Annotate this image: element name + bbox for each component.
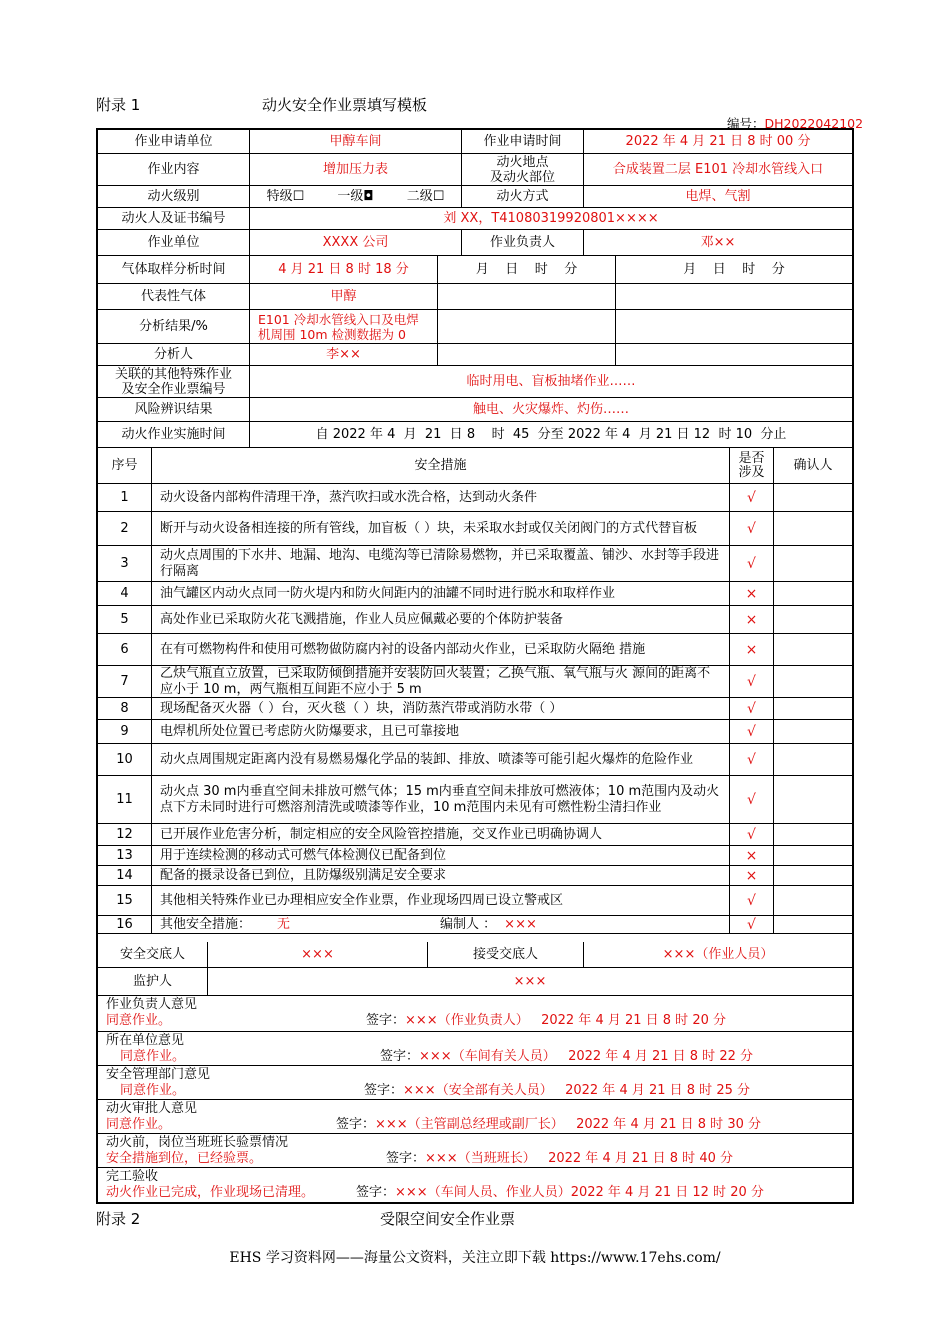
measure-text: 配备的摄录设备已到位，且防爆级别满足安全要求 <box>152 866 730 886</box>
content-value: 增加压力表 <box>250 154 462 186</box>
confirm-cell[interactable] <box>774 720 852 744</box>
level-label: 动火级别 <box>98 186 250 208</box>
involved-mark: √ <box>730 720 774 744</box>
receiver-value: ×××（作业人员） <box>584 942 852 968</box>
measure-text: 现场配备灭火器（ ）台，灭火毯（ ）块，消防蒸汽带或消防水带（ ） <box>152 698 730 720</box>
work-permit-form <box>96 128 854 1204</box>
other-measure-value: 无 <box>277 916 291 932</box>
signature-line <box>386 1151 733 1167</box>
confirm-cell[interactable] <box>774 698 852 720</box>
compiler-label: 编制人 ： <box>440 916 497 932</box>
signature-value: ×××（安全部有关人员） 2022 年 4 月 21 日 8 时 25 分 <box>403 1083 750 1098</box>
opinion-block <box>98 1100 852 1134</box>
col-involved-header: 是否涉及 <box>730 448 774 484</box>
confirm-cell[interactable] <box>774 606 852 634</box>
gas-blank-1 <box>438 284 616 310</box>
signature-label: 签字： <box>366 1013 406 1028</box>
involved-mark: √ <box>730 744 774 776</box>
confirm-cell[interactable] <box>774 484 852 512</box>
level-one-checkbox[interactable]: 一级◘ <box>337 188 374 204</box>
opinion-title: 动火审批人意见 <box>106 1101 198 1116</box>
measure-no: 16 <box>98 916 152 934</box>
measure-text: 在有可燃物构件和使用可燃物做防腐内衬的设备内部动火作业，已采取防火隔绝 措施 <box>152 634 730 666</box>
opinion-text: 安全措施到位，已经验票。 <box>106 1151 263 1166</box>
discloser-label: 安全交底人 <box>98 942 208 968</box>
work-unit-value: XXXX 公司 <box>250 230 462 256</box>
page-title: 动火安全作业票填写模板 <box>262 96 428 114</box>
involved-mark: × <box>730 582 774 606</box>
appendix2-title: 受限空间安全作业票 <box>380 1210 516 1228</box>
gas-time-blank-1: 月 日 时 分 <box>438 256 616 284</box>
gas-time-value: 4 月 21 日 8 时 18 分 <box>250 256 438 284</box>
measure-no: 10 <box>98 744 152 776</box>
gas-blank-2 <box>616 284 852 310</box>
gas-value: 甲醇 <box>250 284 438 310</box>
appendix2-label: 附录 2 <box>96 1210 141 1228</box>
level-special-checkbox[interactable]: 特级☐ <box>266 188 305 204</box>
opinion-text: 同意作业。 <box>106 1117 172 1132</box>
opinion-block <box>98 1134 852 1168</box>
measure-text: 油气罐区内动火点同一防火堤内和防火间距内的油罐不同时进行脱水和取样作业 <box>152 582 730 606</box>
opinion-title: 所在单位意见 <box>106 1033 185 1048</box>
work-unit-label: 作业单位 <box>98 230 250 256</box>
result-blank-2 <box>616 310 852 344</box>
col-no-header: 序号 <box>98 448 152 484</box>
involved-mark: √ <box>730 484 774 512</box>
guardian-value: ××× <box>208 968 852 996</box>
measure-no: 13 <box>98 846 152 866</box>
measure-no: 3 <box>98 546 152 582</box>
measure-no: 2 <box>98 512 152 546</box>
person-label: 动火人及证书编号 <box>98 208 250 230</box>
confirm-cell[interactable] <box>774 886 852 916</box>
measure-text: 动火点 30 m内垂直空间未排放可燃气体；15 m内垂直空间未排放可燃液体；10 m范围内及动火点下方未同时进行可燃溶剂清洗或喷漆等作业，10 m范围内未见有可燃性粉尘清扫作业 <box>152 776 730 824</box>
risk-label: 风险辨识结果 <box>98 398 250 422</box>
opinion-title: 安全管理部门意见 <box>106 1067 211 1082</box>
related-value: 临时用电、盲板抽堵作业…… <box>250 366 852 398</box>
involved-mark: √ <box>730 666 774 698</box>
opinion-block <box>98 1032 852 1066</box>
period-label: 动火作业实施时间 <box>98 422 250 448</box>
result-value: E101 冷却水管线入口及电焊机周围 10m 检测数据为 0 <box>250 310 438 344</box>
other-measure-label: 其他安全措施： <box>160 916 252 932</box>
period-value: 自 2022 年 4 月 21 日 8 时 45 分至 2022 年 4 月 21 日 12 时 10 分止 <box>250 422 852 448</box>
opinion-text: 同意作业。 <box>120 1083 186 1098</box>
involved-mark: √ <box>730 824 774 846</box>
measure-text: 动火点周围规定距离内没有易燃易爆化学品的装卸、排放、喷漆等可能引起火爆炸的危险作业 <box>152 744 730 776</box>
signature-value: ×××（作业负责人） 2022 年 4 月 21 日 8 时 20 分 <box>405 1013 726 1028</box>
confirm-cell[interactable] <box>774 512 852 546</box>
level-options <box>250 186 462 208</box>
ticket-number-value: DH2022042102 <box>764 116 864 131</box>
leader-label: 作业负责人 <box>462 230 584 256</box>
signature-value: ×××（主管副总经理或副厂长） 2022 年 4 月 21 日 8 时 30 分 <box>375 1117 761 1132</box>
result-label: 分析结果/% <box>98 310 250 344</box>
confirm-cell[interactable] <box>774 866 852 886</box>
signature-line <box>364 1083 750 1099</box>
gas-time-blank-2: 月 日 时 分 <box>616 256 852 284</box>
result-blank-1 <box>438 310 616 344</box>
col-measure-header: 安全措施 <box>152 448 730 484</box>
measure-text: 动火设备内部构件清理干净，蒸汽吹扫或水洗合格，达到动火条件 <box>152 484 730 512</box>
gas-time-label: 气体取样分析时间 <box>98 256 250 284</box>
involved-mark: √ <box>730 916 774 934</box>
opinion-block <box>98 996 852 1032</box>
measure-no: 9 <box>98 720 152 744</box>
signature-label: 签字： <box>386 1151 426 1166</box>
signature-line <box>380 1049 753 1065</box>
measure-text: 高处作业已采取防火花飞溅措施，作业人员应佩戴必要的个体防护装备 <box>152 606 730 634</box>
opinion-text: 动火作业已完成，作业现场已清理。 <box>106 1185 315 1200</box>
opinion-text: 同意作业。 <box>120 1049 186 1064</box>
involved-mark: √ <box>730 546 774 582</box>
signature-value: ×××（车间有关人员） 2022 年 4 月 21 日 8 时 22 分 <box>419 1049 753 1064</box>
analyst-label: 分析人 <box>98 344 250 366</box>
discloser-value: ××× <box>208 942 428 968</box>
signature-label: 签字： <box>336 1117 376 1132</box>
measure-no: 5 <box>98 606 152 634</box>
confirm-cell[interactable] <box>774 634 852 666</box>
analyst-blank-1 <box>438 344 616 366</box>
apply-unit-label: 作业申请单位 <box>98 130 250 154</box>
involved-mark: × <box>730 606 774 634</box>
measure-no: 15 <box>98 886 152 916</box>
measure-text: 电焊机所处位置已考虑防火防爆要求，且已可靠接地 <box>152 720 730 744</box>
signature-label: 签字： <box>356 1185 396 1200</box>
location-label-line1: 动火地点 <box>496 154 549 170</box>
method-label: 动火方式 <box>462 186 584 208</box>
measure-no: 6 <box>98 634 152 666</box>
signature-line <box>336 1117 761 1133</box>
measure-no: 12 <box>98 824 152 846</box>
apply-unit-value: 甲醇车间 <box>250 130 462 154</box>
measure-text: 其他相关特殊作业已办理相应安全作业票，作业现场四周已设立警戒区 <box>152 886 730 916</box>
measure-no: 8 <box>98 698 152 720</box>
confirm-cell[interactable] <box>774 916 852 934</box>
appendix-label: 附录 1 <box>96 96 141 114</box>
guardian-label: 监护人 <box>98 968 208 996</box>
involved-mark: × <box>730 846 774 866</box>
measure-text: 已开展作业危害分析，制定相应的安全风险管控措施，交叉作业已明确协调人 <box>152 824 730 846</box>
involved-mark: √ <box>730 698 774 720</box>
related-label <box>98 366 250 398</box>
involved-mark: × <box>730 866 774 886</box>
measure-text: 断开与动火设备相连接的所有管线，加盲板（ ）块，未采取水封或仅关闭阀门的方式代替盲板 <box>152 512 730 546</box>
level-two-checkbox[interactable]: 二级☐ <box>406 188 445 204</box>
compiler-value: ××× <box>504 916 537 932</box>
content-label: 作业内容 <box>98 154 250 186</box>
ticket-number-label: 编号： <box>727 116 765 131</box>
opinion-title: 动火前，岗位当班班长验票情况 <box>106 1135 289 1150</box>
site-footer[interactable]: EHS 学习资料网——海量公文资料，关注立即下载 https://www.17ehs.com/ <box>229 1250 721 1266</box>
signature-label: 签字： <box>364 1083 404 1098</box>
location-value: 合成装置二层 E101 冷却水管线入口 <box>584 154 852 186</box>
opinion-title: 作业负责人意见 <box>106 997 198 1012</box>
related-label-line2: 及安全作业票编号 <box>121 381 226 397</box>
analyst-blank-2 <box>616 344 852 366</box>
opinion-text: 同意作业。 <box>106 1013 172 1028</box>
measure-no: 14 <box>98 866 152 886</box>
signature-label: 签字： <box>380 1049 420 1064</box>
measure-text: 乙炔气瓶直立放置，已采取防倾倒措施并安装防回火装置；乙换气瓶、氧气瓶与火 源间的距离不应小于 10 m，两气瓶相互间距不应小于 5 m <box>152 666 730 698</box>
measure-text <box>152 916 730 934</box>
confirm-cell[interactable] <box>774 776 852 824</box>
signature-line <box>356 1185 764 1201</box>
signature-line <box>366 1013 726 1029</box>
confirm-cell[interactable] <box>774 846 852 866</box>
opinion-title: 完工验收 <box>106 1169 159 1184</box>
leader-value: 邓×× <box>584 230 852 256</box>
location-label-line2: 及动火部位 <box>489 169 555 185</box>
confirm-cell[interactable] <box>774 582 852 606</box>
col-confirm-header: 确认人 <box>774 448 852 484</box>
measure-no: 1 <box>98 484 152 512</box>
opinion-block <box>98 1168 852 1202</box>
risk-value: 触电、火灾爆炸、灼伤…… <box>250 398 852 422</box>
measure-no: 11 <box>98 776 152 824</box>
person-value: 刘 XX，T41080319920801×××× <box>250 208 852 230</box>
location-label <box>462 154 584 186</box>
gas-label: 代表性气体 <box>98 284 250 310</box>
related-label-line1: 关联的其他特殊作业 <box>114 366 232 382</box>
analyst-value: 李×× <box>250 344 438 366</box>
involved-mark: √ <box>730 776 774 824</box>
measure-text: 用于连续检测的移动式可燃气体检测仪已配备到位 <box>152 846 730 866</box>
signature-value: ×××（当班班长） 2022 年 4 月 21 日 8 时 40 分 <box>425 1151 733 1166</box>
confirm-cell[interactable] <box>774 546 852 582</box>
measure-no: 4 <box>98 582 152 606</box>
confirm-cell[interactable] <box>774 824 852 846</box>
measure-text: 动火点周围的下水井、地漏、地沟、电缆沟等已清除易燃物，并已采取覆盖、铺沙、水封等手段进行隔离 <box>152 546 730 582</box>
involved-mark: √ <box>730 886 774 916</box>
confirm-cell[interactable] <box>774 666 852 698</box>
apply-time-value: 2022 年 4 月 21 日 8 时 00 分 <box>584 130 852 154</box>
method-value: 电焊、气割 <box>584 186 852 208</box>
confirm-cell[interactable] <box>774 744 852 776</box>
measure-no: 7 <box>98 666 152 698</box>
involved-mark: √ <box>730 512 774 546</box>
receiver-label: 接受交底人 <box>428 942 584 968</box>
opinion-block <box>98 1066 852 1100</box>
signature-value: ×××（车间人员、作业人员）2022 年 4 月 21 日 12 时 20 分 <box>395 1185 764 1200</box>
apply-time-label: 作业申请时间 <box>462 130 584 154</box>
involved-mark: × <box>730 634 774 666</box>
